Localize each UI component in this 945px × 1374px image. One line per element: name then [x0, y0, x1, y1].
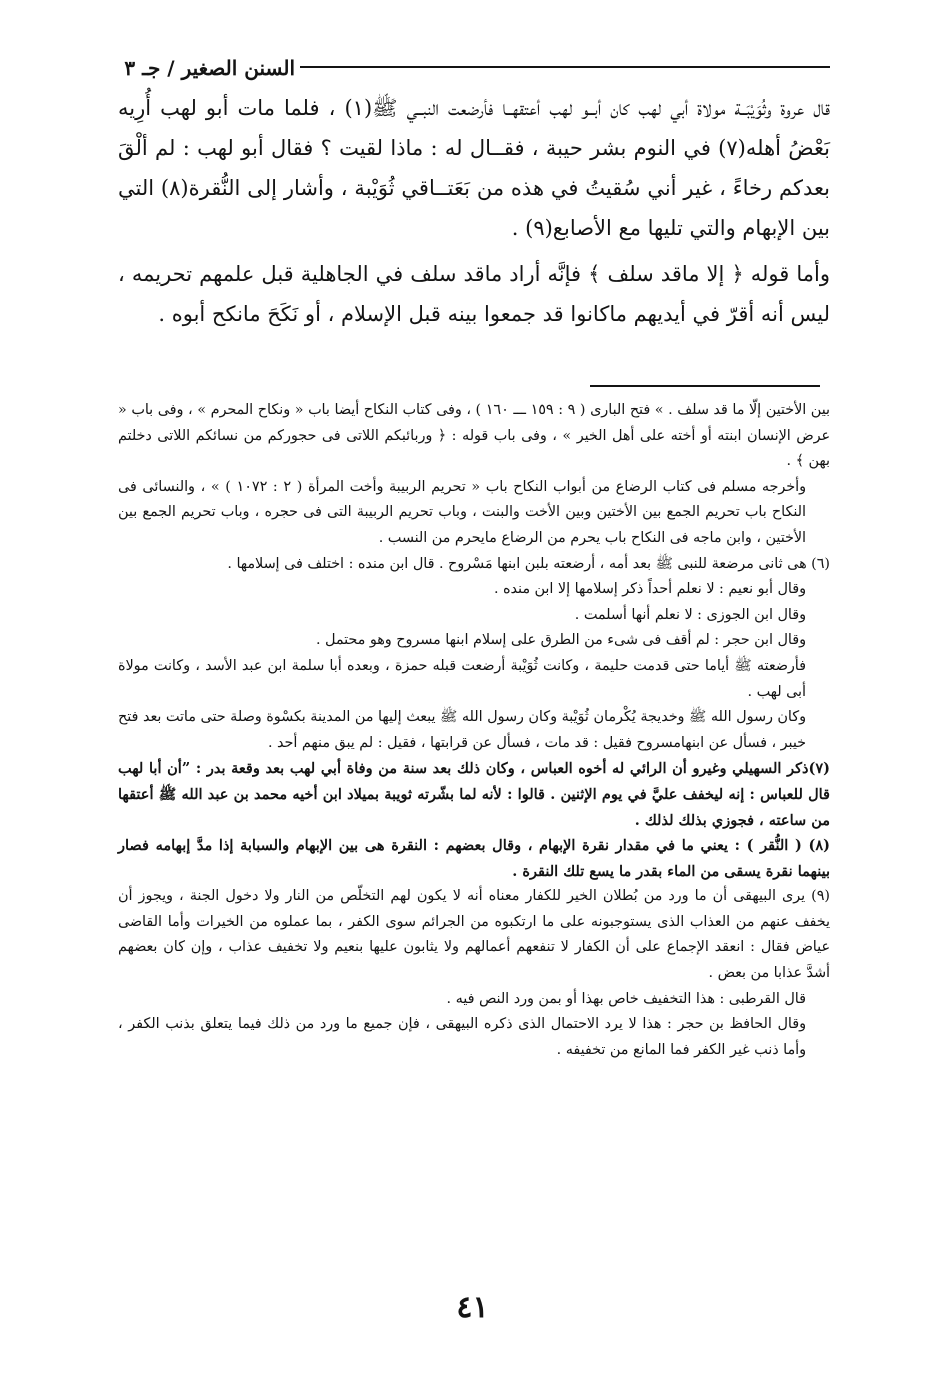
footnote-paragraph: وأخرجه مسلم فى كتاب الرضاع من أبواب النكاح باب « تحريم الربيبة وأخت المرأة ( ٢ : ١٠٧٢ ) » ، والنسائى فى النكاح باب تحريم الجمع بين الأختين وبين الأخت والبنت ، وباب تحريم الربيبة التى فى حجره ، وباب تحريم الجمع بين الأختين ، وابن ماجه فى النكاح باب يحرم من الرضاع مايحرم من النسب .: [118, 478, 807, 546]
page-number: ٤١: [456, 1290, 489, 1325]
footnote-paragraph: فأرضعته ﷺ أياما حتى قدمت حليمة ، وكانت ثُوَيْبة أرضعت قبله حمزة ، وبعده أبا سلمة ابن عبد الأسد ، وكانت مولاة أبى لهب .: [118, 657, 806, 700]
footnote-paragraph: وكان رسول الله ﷺ وخديجة يُكْرمان ثُوَيْبة وكان رسول الله ﷺ يبعث إليها من المدينة بكسْوة وصلة حتى ماتت بعد فتح خيبر ، فسأل عن ابنهامسروح فقيل : قد مات ، فسأل عن قرابتها ، فقيل : لم يبق منهم أحد .: [118, 709, 806, 751]
footnote-9: (٩) يرى البيهقى أن ما ورد من بُطلان الخير للكفار معناه أنه لا يكون لهم التخلّص من النار ولا دخول الجنة ، ويجوز أن يخفف عنهم من العذاب الذى يستوجبونه على ما ارتكبوه من الجرائم سوى الكفر ، بما عملوه من الخيرات وأما القاضى عياض فقال : انعقد الإجماع على أن الكفار لا تنفعهم أعمالهم ولا يثابون عليها بنعيم ولا تخفيف عذاب ، وإن كان بعضهم أشدَّ عذابا من بعض .: [118, 888, 830, 982]
footnote-6: (٦) هى ثانى مرضعة للنبى ﷺ بعد أمه ، أرضعته بلبن ابنها مَسْروح . قال ابن منده : اختلف فى إسلامها .: [227, 555, 830, 572]
footnotes: [118, 398, 830, 1063]
running-header: [100, 56, 830, 86]
running-header-title: السنن الصغير / جـ ٣: [124, 56, 295, 80]
footnote-paragraph: وقال ابن الجوزى : لا نعلم أنها أسلمت .: [574, 606, 806, 623]
main-paragraph: قال عروة وثُوَيْبَــة مولاة أبي لهب كان أبــو لهب أعتقهــا فأرضعت النبــي ﷺ(١) ، فلما مات أبو لهب أُرِيه بَعْضُ أهله(٧) في النوم بشر حيبة ، فقــال له : ماذا لقيت ؟ فقال أبو لهب : لم ألْقَ بعدكم رخاءً ، غير أني سُقيتُ في هذه من بَعَتــاقي ثُوَيْبة ، وأشار إلى النُّقرة(٨) التي بين الإبهام والتي تليها مع الأصابع(٩) .: [118, 96, 830, 240]
footnote-paragraph: بين الأختين إلّا ما قد سلف . » فتح البارى ( ٩ : ١٥٩ ـــ ١٦٠ ) ، وفى كتاب النكاح أيضا باب « ونكاح المحرم » ، وفى باب « عرض الإنسان ابنته أو أخته على أهل الخير » ، وفى باب قوله : ﴿ وربائبكم اللاتى فى حجوركم من نسائكم اللاتى دخلتم بهن ﴾ .: [118, 402, 830, 470]
footnote-paragraph: وقال الحافظ بن حجر : هذا لا يرد الاحتمال الذى ذكره البيهقى ، فإن جميع ما ورد من ذلك فيما يتعلق بذنب الكفر ، وأما ذنب غير الكفر فما المانع من تخفيفه .: [118, 1016, 806, 1058]
footnote-divider: [590, 385, 820, 387]
footnote-7: (٧)ذكر السهيلي وغيرو أن الرائي له أخوه العباس ، وكان ذلك بعد سنة من وفاة أبي لهب بعد وقعة بدر : ”أن أبا لهب قال للعباس : إنه ليخفف عليَّ في يوم الإثنين . قالوا : لأنه لما بشّرته ثويبة بميلاد ابن أخيه محمد بن عبد الله ﷺ أعتقها من ساعته ، فجوزي بذلك لذلك .: [118, 760, 830, 829]
footnote-paragraph: قال القرطبى : هذا التخفيف خاص بهذا أو بمن ورد النص فيه .: [446, 990, 806, 1007]
main-paragraph: وأما قوله ﴿ إلا ماقد سلف ﴾ فإنَّه أراد ماقد سلف في الجاهلية قبل علمهم تحريمه ، ليس أنه أقرّ في أيديهم ماكانوا قد جمعوا بينه قبل الإسلام ، أو نَكَحَ مانكح أبوه .: [118, 262, 830, 326]
main-text: [118, 88, 830, 334]
footnote-8: (٨) ( النُّقر ) : يعني ما في مقدار نقرة الإبهام ، وقال بعضهم : النقرة هى بين الإبهام والسبابة إذا مدَّ إبهامه فصار بينهما نقرة يسقى من الماء بقدر ما يسع تلك النقرة .: [118, 837, 830, 880]
header-rule: [300, 66, 830, 68]
footnote-paragraph: وقال ابن حجر : لم أقف فى شىء من الطرق على إسلام ابنها مسروح وهو محتمل .: [315, 632, 806, 649]
footnote-paragraph: وقال أبو نعيم : لا نعلم أحداً ذكر إسلامها إلا ابن منده .: [493, 581, 806, 598]
